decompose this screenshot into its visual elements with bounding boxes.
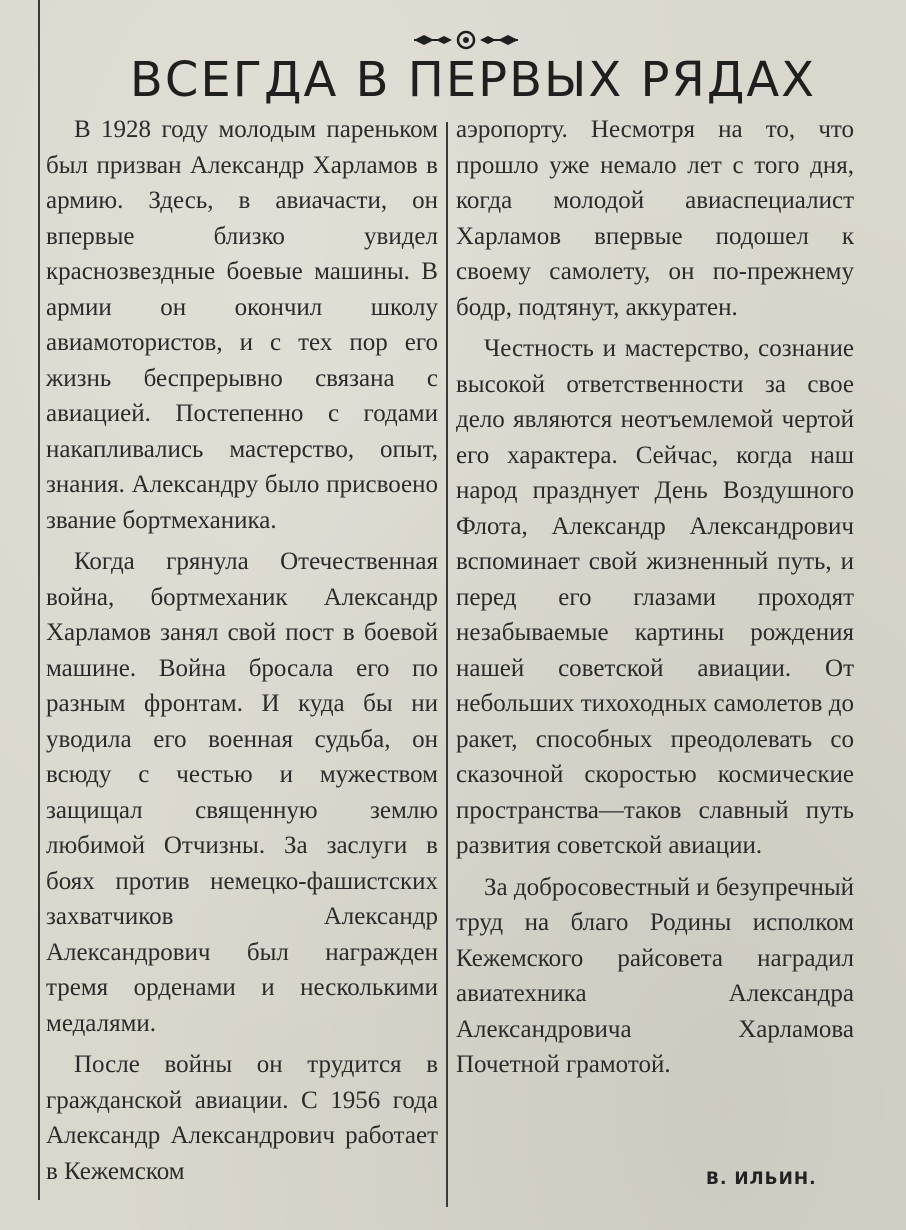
article-column-right xyxy=(456,112,854,1089)
column-divider-rule xyxy=(446,122,448,1207)
article-headline: ВСЕГДА В ПЕРВЫХ РЯДАХ xyxy=(129,52,817,108)
paragraph: После войны он трудится в гражданской авиации. С 1956 года Александр Александрович работает в Кежемском xyxy=(46,1051,438,1185)
paragraph-continued: аэропорту. Несмотря на то, что прошло уже немало лет с того дня, когда молодой авиаспециалист Харламов впервые подошел к своему самолету, он по-прежнему бодр, подтянут, аккуратен. xyxy=(456,116,854,321)
paragraph: Честность и мастерство, сознание высокой ответственности за свое дело являются неотъемлемой чертой его характера. Сейчас, когда наш народ празднует День Воздушного Флота, Александр Александрович вспоминает свой жизненный путь, и перед его глазами проходят незабываемые картины рождения нашей советской авиации. От небольших тихоходных самолетов до ракет, способных преодолевать со сказочной скоростью космические пространства—таков славный путь развития советской авиации. xyxy=(456,335,854,859)
headline-ornament-icon xyxy=(410,26,522,54)
paragraph: В 1928 году молодым пареньком был призван Александр Харламов в армию. Здесь, в авиачасти, он впервые близко увидел краснозвездные боевые машины. В армии он окончил школу авиамотористов, и с тех пор его жизнь беспрерывно связана с авиацией. Постепенно с годами накапливались мастерство, опыт, знания. Александру было присвоено звание бортмеханика. xyxy=(46,116,438,534)
paragraph: Когда грянула Отечественная война, бортмеханик Александр Харламов занял свой пост в боевой машине. Война бросала его по разным фронтам. И куда бы ни уводила его военная судьба, он всюду с честью и мужеством защищал священную землю любимой Отчизны. За заслуги в боях против немецко-фашистских захватчиков Александр Александрович был награжден тремя орденами и несколькими медалями. xyxy=(46,548,438,1037)
article-column-left xyxy=(46,112,438,1195)
author-signature: В. ИЛЬИН. xyxy=(706,1169,817,1189)
paragraph: За добросовестный и безупречный труд на благо Родины исполком Кежемского райсовета наградил авиатехника Александра Александровича Харламова Почетной грамотой. xyxy=(456,873,854,1078)
left-margin-rule xyxy=(38,0,40,1200)
